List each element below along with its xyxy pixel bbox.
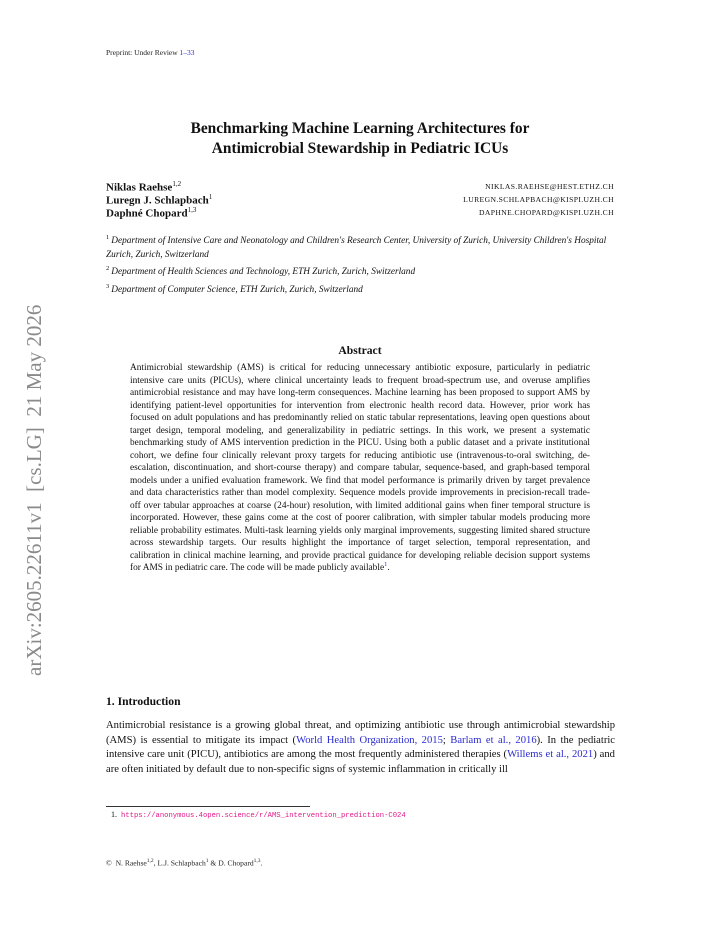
title-line-2: Antimicrobial Stewardship in Pediatric ICUs xyxy=(211,140,509,157)
affiliation-list xyxy=(106,231,616,298)
author-affil-sup: 1 xyxy=(208,193,213,201)
footnote xyxy=(111,810,406,820)
author-email: DAPHNE.CHOPARD@KISPI.UZH.CH xyxy=(478,208,614,217)
citation-link[interactable]: Barlam et al., 2016 xyxy=(450,734,537,746)
page-range-link[interactable]: 1–33 xyxy=(179,48,195,57)
introduction-text: Antimicrobial resistance is a growing global threat, and optimizing antibiotic use through antimicrobial stewardship (AMS) is essential to mitigate its impact (World Health Organization, 2015; Barlam et al., 2016). In the pediatric intensive care unit (PICU), antibiotics are among the most frequently administered therapies (Willems et al., 2021) and are often initiated by default due to non-specific signs of systemic inflammation in critically ill xyxy=(106,720,616,775)
author-name: Daphné Chopard$^{1,3}$ xyxy=(106,206,197,220)
author-name: Luregn J. Schlapbach$^1$ xyxy=(106,193,213,207)
preprint-label: Preprint: Under Review xyxy=(106,48,178,57)
author-email: NIKLAS.RAEHSE@HEST.ETHZ.CH xyxy=(485,182,614,191)
abstract-text: Antimicrobial stewardship (AMS) is critical for reducing unnecessary antibiotic exposure, particularly in pediatric intensive care units (PICUs), where clinical uncertainty leads to frequent broad-spectrum use, and overuse amplifies antimicrobial resistance and may have long-term consequences. Machine learning has been proposed to support AMS by identifying patient-level opportunities for intervention from electronic health record data. However, prior work has focused on adult populations and has predominantly relied on static tabular representations, leaving open questions about target design, temporal modeling, and generalizability in pediatric settings. In this work, we present a systematic benchmarking study of AMS intervention prediction in the PICU. Using both a public dataset and a private institutional cohort, we define four clinically relevant proxy targets for reducing antibiotic use (intravenous-to-oral switching, de-escalation, discontinuation, and short-course therapy) and compare tabular, sequence-based, and graph-based temporal models under a unified evaluation framework. We find that model performance is primarily driven by target prevalence and data characteristics rather than model complexity. Sequence models provide improvements in precision-recall trade-off over tabular approaches at coarse (24-hour) resolution, with limited additional gains when finer temporal structure is incorporated. However, these gains come at the cost of poorer calibration, with simpler tabular models producing more reliable probability estimates. Multi-task learning yields only marginal improvements, suggesting limited shared structure across stewardship targets. Our results highlight the importance of target selection, temporal representation, and calibration in clinical machine learning, and provide practical guidance for developing reliable decision support systems for AMS in pediatric care. The code will be made publicly available$^1$. xyxy=(130,363,590,573)
affiliation: $^3$ Department of Computer Science, ETH Zurich, Zurich, Switzerland xyxy=(106,282,363,296)
author-affil-sup: 1,2 xyxy=(172,180,182,188)
author-row xyxy=(106,206,614,219)
author-email: LUREGN.SCHLAPBACH@KISPI.UZH.CH xyxy=(463,195,614,204)
abstract-heading: Abstract xyxy=(338,344,382,357)
paper-title xyxy=(106,119,614,159)
author-list xyxy=(106,180,614,219)
author-row xyxy=(106,193,614,206)
author-row xyxy=(106,180,614,193)
author-name: Niklas Raehse$^{1,2}$ xyxy=(106,180,182,194)
citation-link[interactable]: Willems et al., 2021 xyxy=(507,749,594,761)
title-line-1: Benchmarking Machine Learning Architectures for xyxy=(190,120,530,137)
affiliation: $^2$ Department of Health Sciences and Technology, ETH Zurich, Zurich, Switzerland xyxy=(106,265,416,278)
copyright-line: © N. Raehse$^{1,2}$, L.J. Schlapbach$^1$ & D. Chopard$^{1,3}$. xyxy=(106,858,263,868)
footnote-number: 1. xyxy=(111,810,117,819)
preprint-header xyxy=(106,48,195,57)
footnote-marker-link[interactable]: 1 xyxy=(384,560,388,568)
section-heading-introduction: 1. Introduction xyxy=(106,695,181,708)
arxiv-stamp: arXiv:2605.22611v1 [cs.LG] 21 May 2026 xyxy=(22,304,46,676)
footnote-url-link[interactable]: https://anonymous.4open.science/r/AMS_intervention_prediction-C024 xyxy=(121,812,406,820)
copyright-icon: © xyxy=(106,858,112,868)
affiliation: $^1$ Department of Intensive Care and Neonatology and Children's Research Center, University of Zurich, University Children's Hospital Zurich, Zurich, Switzerland xyxy=(106,234,607,260)
footnote-divider xyxy=(106,806,310,807)
citation-link[interactable]: World Health Organization, 2015 xyxy=(296,734,443,746)
author-affil-sup: 1,3 xyxy=(187,206,197,214)
